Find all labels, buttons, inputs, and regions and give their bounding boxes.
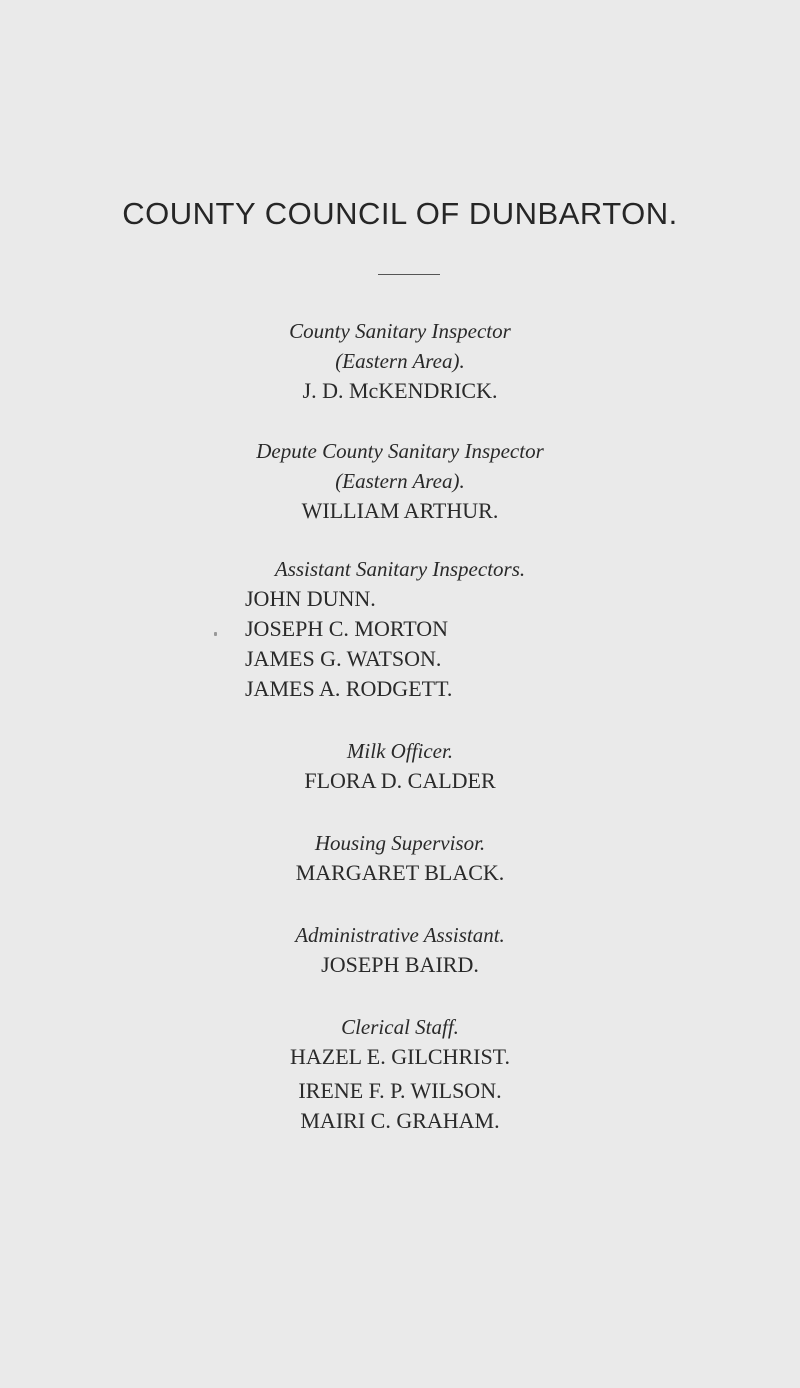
role-county-sanitary-inspector: County Sanitary Inspector	[289, 319, 511, 343]
staff-name: J. D. McKENDRICK.	[302, 378, 498, 403]
staff-name: WILLIAM ARTHUR.	[301, 498, 499, 523]
staff-name: JOSEPH BAIRD.	[321, 952, 479, 977]
staff-name: JOHN DUNN.	[245, 586, 376, 611]
paper-speck	[214, 632, 217, 636]
page-title: COUNTY COUNCIL OF DUNBARTON.	[122, 196, 678, 231]
staff-name: JAMES A. RODGETT.	[245, 676, 453, 701]
staff-name: IRENE F. P. WILSON.	[298, 1078, 502, 1103]
staff-name: MARGARET BLACK.	[295, 860, 505, 885]
role-depute-county-sanitary-inspector: Depute County Sanitary Inspector	[256, 439, 544, 463]
role-housing-supervisor: Housing Supervisor.	[314, 831, 486, 855]
staff-name: JAMES G. WATSON.	[245, 646, 442, 671]
role-administrative-assistant: Administrative Assistant.	[295, 923, 505, 947]
title-divider	[378, 274, 440, 275]
staff-name: JOSEPH C. MORTON	[245, 616, 449, 641]
staff-name: MAIRI C. GRAHAM.	[300, 1108, 500, 1133]
staff-name: HAZEL E. GILCHRIST.	[290, 1044, 510, 1069]
staff-name: FLORA D. CALDER	[304, 768, 496, 793]
role-assistant-sanitary-inspectors: Assistant Sanitary Inspectors.	[274, 557, 526, 581]
role-milk-officer: Milk Officer.	[346, 739, 454, 763]
role-clerical-staff: Clerical Staff.	[341, 1015, 459, 1039]
area-eastern: (Eastern Area).	[335, 469, 465, 493]
area-eastern: (Eastern Area).	[335, 349, 465, 373]
